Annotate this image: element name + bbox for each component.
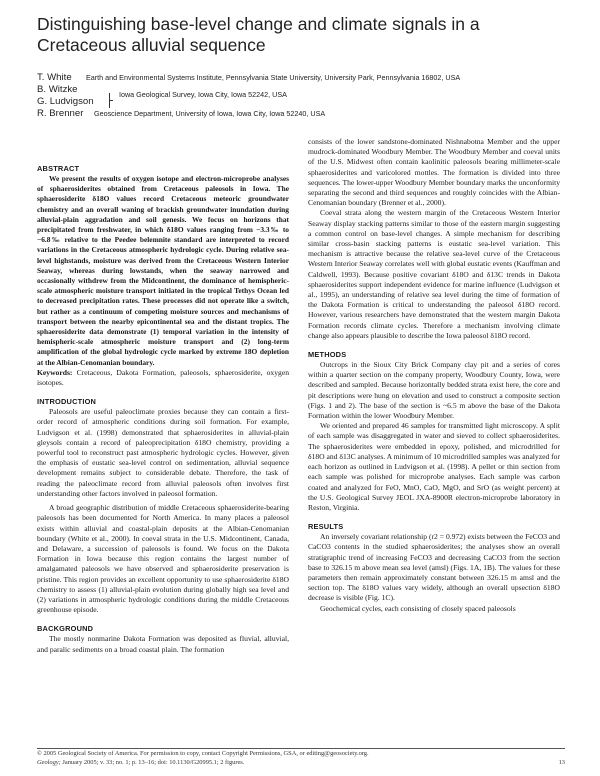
footer-divider (37, 748, 565, 749)
body-paragraph: Paleosols are useful paleoclimate proxies because they can contain a first-order record of atmospheric conditions during soil formation. For example, Ludvigson et al. (1998) demonstrated that sphaerosiderites in alluvial-plain gleysols contain a record of paleoprecipitation δ18O chemistry, providing a powerful tool to reconstruct past atmospheric hydrologic cycles. However, given the emphasis of eustatic sea-level control on sedimentation, alluvial sequence development remains subject to considerable debate. Therefore, the task of reading the paleoclimate record from alluvial paleosols often involves first understanding other factors involved in paleosol formation. (37, 407, 289, 498)
citation-line (37, 759, 565, 768)
keywords (37, 368, 289, 388)
author-name: B. Witzke (37, 84, 78, 95)
author-name: R. Brenner (37, 108, 84, 119)
author-row (37, 72, 577, 84)
author-row (37, 96, 577, 108)
author-affiliation: Earth and Environmental Systems Institute, Pennsylvania State University, University Park, Pennsylvania 16802, USA (86, 73, 461, 82)
author-name: G. Ludvigson (37, 96, 94, 107)
page-footer (37, 750, 565, 767)
body-paragraph: Coeval strata along the western margin of the Cretaceous Western Interior Seaway display stacking patterns similar to those of the eastern margin suggesting a common control on base-level changes. A simple mechanism for describing similar cross-basin stacking patterns is eustatic sea-level variation. This mechanism is attractive because the relative sea-level curve of the Cretaceous Western Interior Seaway correlates well with global eustatic events (Kauffman and Caldwell, 1993). Because positive covariant δ18O and δ13C trends in Dakota sphaerosiderites support independent evidence for marine influence (Ludvigson et al., 1995), an understanding of relative sea level during the time of formation of the Dakota Formation is critical to understanding the paleosol δ18O record. However, various researchers have demonstrated that the western margin Dakota Formation records climate cycles. Therefore a mechanism involving climate change also appears plausible to describe the Iowa paleosol δ18O record. (308, 208, 560, 340)
author-row (37, 108, 577, 120)
body-paragraph: Geochemical cycles, each consisting of closely spaced paleosols (320, 603, 516, 613)
shared-affiliation: Iowa Geological Survey, Iowa City, Iowa 52242, USA (119, 90, 287, 99)
page-number: 13 (558, 759, 565, 766)
right-column (308, 137, 560, 614)
copyright-line: © 2005 Geological Society of America. For permission to copy, contact Copyright Permissions, GSA, or editing@geosociety.org. (37, 750, 369, 757)
author-affiliation: Geoscience Department, University of Iowa, Iowa City, Iowa 52240, USA (94, 109, 326, 118)
body-paragraph: We oriented and prepared 46 samples for transmitted light microscopy. A split of each sample was disaggregated in water and sieved to collect sphaerosiderites. The sphaerosiderites were embedded in epoxy, polished, and microdrilled for δ18O and δ13C analyses. A minimum of 10 microdrilled samples was analyzed for each horizon as outlined in Ludvigson et al. (1998). A pellet or thin section from each sample was polished for microprobe analyses. Each sample was carbon coated and analyzed for FeO, MnO, CaO, MgO, and SrO (as weight percent) at the U.S. Geological Survey JEOL JXA-8900R electron-microprobe laboratory in Reston, Virginia. (308, 421, 561, 512)
paper-title: Distinguishing base-level change and climate signals in a Cretaceous alluvial sequence (37, 14, 480, 55)
body-paragraph: An inversely covariant relationship (r2 = 0.972) exists between the FeCO3 and CaCO3 contents in the studied sphaerosiderites; the analyses show an overall stratigraphic trend of increasing FeCO3 and decreasing CaCO3 from the section base to 326.15 m above mean sea level (amsl) (Figs. 1A, 1B). The values for these parameters then remain approximately constant between 326.15 m amsl and the section top. The δ18O values vary widely, although an overall upsection δ18O decrease is visible (Fig. 1C). (308, 532, 560, 603)
author-row (37, 84, 577, 99)
body-paragraph: consists of the lower sandstone-dominated Nishnabotna Member and the upper mudrock-dominated Woodbury Member. The Woodbury Member and coeval units of the U.S. Midwest often contain kaolinitic paleosols bearing millimeter-scale sphaerosiderites and varicolored mottles. The formation is divided into three sequences. The lower-upper Woodbury Member boundary marks the unconformity separating the second and third sequences and roughly coincides with the Albian-Cenomanian boundary (Brenner et al., 2000). (308, 137, 560, 208)
author-name: T. White (37, 72, 72, 83)
author-block (37, 72, 577, 120)
keywords-text: Cretaceous, Dakota Formation, paleosols, sphaerosiderite, oxygen isotopes. (37, 367, 289, 388)
results-heading: RESULTS (308, 522, 344, 532)
abstract-text: We present the results of oxygen isotope and electron-microprobe analyses of sphaerosiderites obtained from Cretaceous paleosols in Iowa. The sphaerosiderite δ18O values record Cretaceous meteoric groundwater chemistry and an overall waning of brackish groundwater inundation during alluvial-plain aggradation and soil genesis. We focus on horizons that precipitated from freshwater, in which δ18O values ranging from −3.3‰ to −6.8‰ relative to the Peedee belemnite standard are interpreted to record variations in the Cretaceous atmospheric hydrologic cycle. During relative sea-level highstands, moisture was derived from the Cretaceous Western Interior Seaway, whereas during lowstands, when the seaway narrowed and occasionally withdrew from the Midcontinent, the dominance of hemispheric-scale atmospheric moisture transport initiated in the tropical Tethys Ocean led to decreased precipitation rates. These processes did not operate like a switch, but rather as a continuum of competing moisture sources and mechanisms of transport between the nearby epicontinental sea and the distant tropics. The sphaerosiderite data demonstrate (1) temporal variation in the intensity of hemispheric-scale atmospheric moisture transport and (2) long-term amplification of the global hydrologic cycle marked by extreme 18O depletion at the Albian-Cenomanian boundary. (37, 174, 289, 367)
body-paragraph: The mostly nonmarine Dakota Formation was deposited as fluvial, alluvial, and paralic sediments on a broad coastal plain. The formation (37, 634, 289, 654)
citation-details: January 2005; v. 33; no. 1; p. 13–16; doi: 10.1130/G20995.1; 2 figures. (62, 758, 245, 766)
abstract-heading: ABSTRACT (37, 164, 80, 173)
keywords-label: Keywords: (37, 367, 73, 377)
left-column (37, 163, 289, 655)
methods-heading: METHODS (308, 350, 347, 360)
introduction-heading: INTRODUCTION (37, 397, 97, 407)
body-paragraph: A broad geographic distribution of middle Cretaceous sphaerosiderite-bearing paleosols has been documented for North America. In many places a paleosol exists within alluvial and coastal-plain deposits at the Albian-Cenomanian boundary (White et al., 2000). In coeval strata in the U.S. Midcontinent, Canada, and Delaware, a succession of paleosols is found. We focus on the Dakota Formation in Iowa because this region contains the largest number of amalgamated paleosols we have observed and sphaerosiderite preservation is pristine. This region provides an excellent opportunity to use sphaerosiderite δ18O chemistry to assess (1) alluvial-plain evolution during globally high sea level and (2) variations in atmospheric hydrologic conditions during the middle Cretaceous greenhouse episode. (37, 503, 289, 615)
background-heading: BACKGROUND (37, 624, 94, 634)
journal-name: Geology; (37, 758, 61, 766)
body-paragraph: Outcrops in the Sioux City Brick Company clay pit and a series of cores within a quarter section on the company property, Woodbury County, Iowa, were described and sampled. Because horizontally bedded strata exist here, the core and pit descriptions were hung on elevation and used to construct a composite section (Figs. 1 and 2). The base of the section is ~6.5 m above the base of the Dakota Formation within the lower Woodbury Member. (308, 360, 560, 421)
